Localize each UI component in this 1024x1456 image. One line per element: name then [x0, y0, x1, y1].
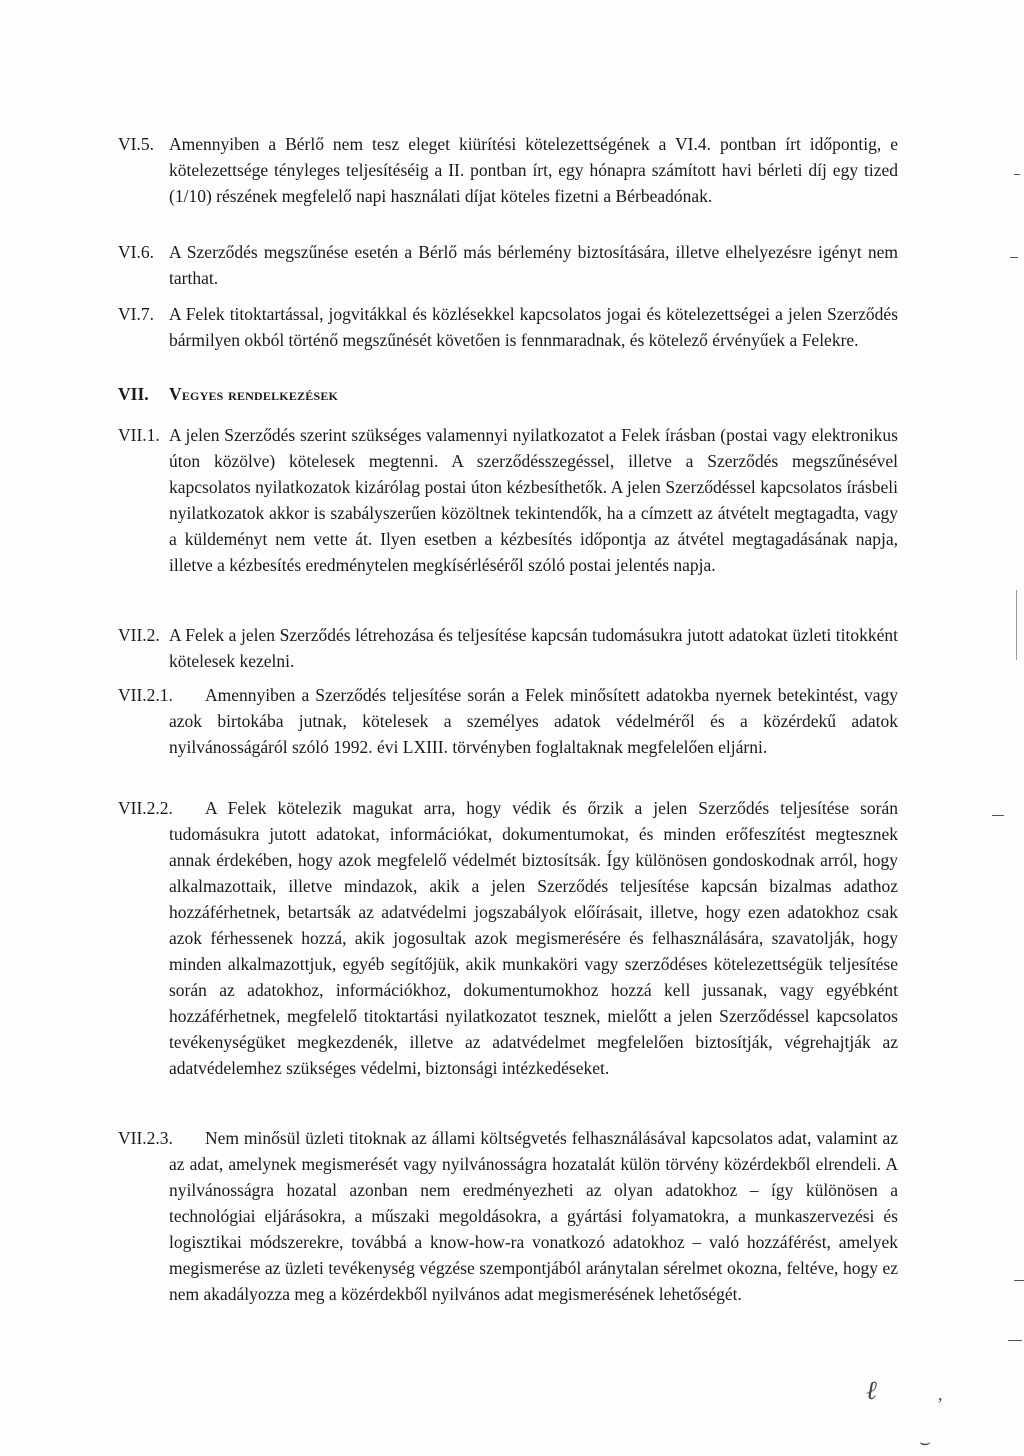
section-text: A Szerződés megszűnése esetén a Bérlő más bérlemény biztosítására, illetve elhelyezésre igényt nem tarthat. [169, 242, 898, 288]
section-vii-1 [118, 422, 898, 578]
scan-mark [1008, 1340, 1022, 1341]
scan-mark [1014, 174, 1020, 175]
scan-mark [1016, 590, 1017, 660]
section-vii-2-3 [118, 1125, 898, 1307]
section-vii-2-2 [118, 795, 898, 1081]
handwritten-initial: , [938, 1384, 943, 1404]
section-text: A jelen Szerződés szerint szükséges valamennyi nyilatkozatot a Felek írásban (postai vagy elektronikus úton közölve) kötelesek megtenni. A szerződésszegéssel, illetve a Szerződés megszűnésével kapcsolatos nyilatkozatok kizárólag postai úton kézbesíthetők. A jelen Szerződéssel kapcsolatos írásbeli nyilatkozatok akkor is szabályszerűen közöltnek tekintendők, ha a címzett az átvételt megtagadta, vagy a küldeményt nem vette át. Ilyen esetben a kézbesítés időpontja az átvétel megtagadásának napja, illetve a kézbesítés eredménytelen megkísérléséről szóló postai jelentés napja. [169, 425, 898, 575]
section-number: VII. [118, 384, 149, 404]
section-number: VI.5. [118, 134, 154, 154]
section-text: A Felek kötelezik magukat arra, hogy védik és őrzik a jelen Szerződés teljesítése során tudomásukra jutott adatokat, információkat, dokumentumokat, és minden erőfeszítést megtesznek annak érdekében, hogy azok megfelelő védelmét biztosítsák. Így különösen gondoskodnak arról, hogy alkalmazottaik, illetve mindazok, akik a jelen Szerződés teljesítése kapcsán bizalmas adathoz hozzáférhetnek, betartsák az adatvédelmi jogszabályok előírásait, illetve, hogy ezen adatokhoz csak azok férhessenek hozzá, akik jogosultak azok megismerésére és felhasználására, szavatolják, hogy minden alkalmazottjuk, egyéb segítőjük, akik munkaköri vagy szerződéses kötelezettségük teljesítése során az adatokhoz, információkhoz, dokumentumokhoz hozzá kell jussanak, vagy egyébként hozzáférhetnek, megfelelő titoktartási nyilatkozatot tesznek, mielőtt a jelen Szerződéssel kapcsolatos tevékenységüket megkezdenék, illetve az adatvédelmet megfelelően biztosítják, végrehajtják az adatvédelemhez szükséges védelmi, biztonsági intézkedéseket. [169, 798, 898, 1078]
section-number: VII.2.1. [118, 685, 173, 705]
scan-mark [1014, 1280, 1024, 1281]
scan-mark [992, 815, 1004, 816]
section-vi-5 [118, 131, 898, 209]
section-vii-heading [118, 381, 898, 407]
section-vii-2 [118, 622, 898, 674]
section-number: VII.1. [118, 425, 160, 445]
section-text: Nem minősül üzleti titoknak az állami költségvetés felhasználásával kapcsolatos adat, valamint az az adat, amelynek megismerését vagy nyilvánosságra hozatalát külön törvény közérdekből elrendeli. A nyilvánosságra hozatal azonban nem eredményezheti az olyan adatokhoz – így különösen a technológiai eljárásokra, a műszaki megoldásokra, a gyártási folyamatokra, a munkaszervezési és logisztikai módszerekre, továbbá a know-how-ra vonatkozó adatokhoz – való hozzáférést, amelyek megismerése az üzleti tevékenység végzése szempontjából aránytalan sérelmet okozna, feltéve, hogy ez nem akadályozza meg a közérdekből nyilvános adat megismerésének lehetőségét. [169, 1128, 898, 1304]
section-text: Amennyiben a Bérlő nem tesz eleget kiürítési kötelezettségének a VI.4. pontban írt időpontig, e kötelezettsége tényleges teljesítéséig a II. pontban írt, egy hónapra számított havi bérleti díj egy tized (1/10) részének megfelelő napi használati díjat köteles fizetni a Bérbeadónak. [169, 134, 898, 206]
section-text: Amennyiben a Szerződés teljesítése során a Felek minősített adatokba nyernek betekintést, vagy azok birtokába jutnak, kötelesek a személyes adatok védelméről és a közérdekű adatok nyilvánosságáról szóló 1992. évi LXIII. törvényben foglaltaknak megfelelően eljárni. [169, 685, 898, 757]
section-number: VI.7. [118, 304, 154, 324]
section-number: VII.2.2. [118, 798, 173, 818]
section-number: VII.2. [118, 625, 160, 645]
scan-mark [1010, 257, 1018, 258]
section-number: VII.2.3. [118, 1128, 173, 1148]
handwritten-initial: ℓ [866, 1376, 877, 1405]
section-vi-7 [118, 301, 898, 353]
section-text: A Felek a jelen Szerződés létrehozása és teljesítése kapcsán tudomásukra jutott adatokat üzleti titokként kötelesek kezelni. [169, 625, 898, 671]
section-heading-title: Vegyes rendelkezések [169, 384, 339, 404]
handwritten-initial: ⌣ [918, 1432, 930, 1452]
section-vi-6 [118, 239, 898, 291]
section-text: A Felek titoktartással, jogvitákkal és közlésekkel kapcsolatos jogai és kötelezettségei a jelen Szerződés bármilyen okból történő megszűnését követően is fennmaradnak, és kötelező érvényűek a Felekre. [169, 304, 898, 350]
section-vii-2-1 [118, 682, 898, 760]
section-number: VI.6. [118, 242, 154, 262]
